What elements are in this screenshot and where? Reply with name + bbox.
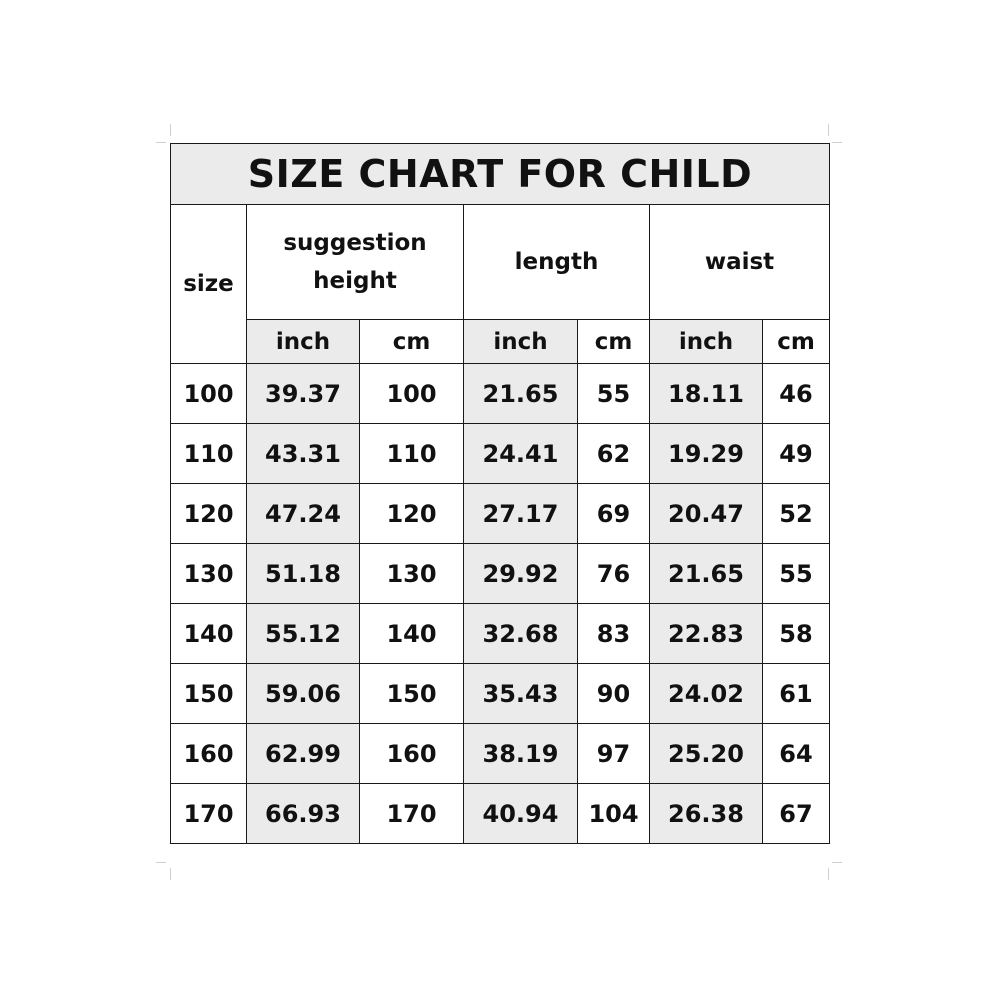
length-cm-cell: 90 xyxy=(578,664,650,724)
size-cell: 170 xyxy=(171,784,247,844)
length-inch-cell: 29.92 xyxy=(464,544,578,604)
crop-mark-top-left-h xyxy=(156,142,166,143)
length-inch-cell: 32.68 xyxy=(464,604,578,664)
length-cm-cell: 76 xyxy=(578,544,650,604)
size-cell: 120 xyxy=(171,484,247,544)
height-inch-cell: 51.18 xyxy=(247,544,360,604)
length-header: length xyxy=(464,205,650,320)
size-cell: 150 xyxy=(171,664,247,724)
waist-cm-cell: 49 xyxy=(763,424,830,484)
height-cm-cell: 140 xyxy=(360,604,464,664)
height-inch-cell: 55.12 xyxy=(247,604,360,664)
length-cm-cell: 83 xyxy=(578,604,650,664)
waist-inch-cell: 22.83 xyxy=(650,604,763,664)
crop-mark-top-right-h xyxy=(832,142,842,143)
size-cell: 140 xyxy=(171,604,247,664)
table-row xyxy=(171,424,830,484)
waist-inch-cell: 20.47 xyxy=(650,484,763,544)
waist-cm-cell: 61 xyxy=(763,664,830,724)
size-cell: 130 xyxy=(171,544,247,604)
length-inch-cell: 21.65 xyxy=(464,364,578,424)
waist-inch-cell: 19.29 xyxy=(650,424,763,484)
length-inch-cell: 35.43 xyxy=(464,664,578,724)
crop-mark-top-left xyxy=(170,124,171,136)
crop-mark-bottom-left-h xyxy=(156,862,166,863)
waist-inch-cell: 18.11 xyxy=(650,364,763,424)
table-row xyxy=(171,784,830,844)
waist-cm-cell: 64 xyxy=(763,724,830,784)
waist-inch-cell: 26.38 xyxy=(650,784,763,844)
table-row xyxy=(171,484,830,544)
length-inch-cell: 27.17 xyxy=(464,484,578,544)
height-inch-cell: 39.37 xyxy=(247,364,360,424)
height-inch-cell: 66.93 xyxy=(247,784,360,844)
length-cm-cell: 97 xyxy=(578,724,650,784)
height-cm-cell: 120 xyxy=(360,484,464,544)
height-cm-cell: 160 xyxy=(360,724,464,784)
size-cell: 100 xyxy=(171,364,247,424)
height-cm-cell: 110 xyxy=(360,424,464,484)
size-column-header: size xyxy=(171,205,247,364)
unit-waist-inch: inch xyxy=(650,320,763,364)
height-cm-cell: 170 xyxy=(360,784,464,844)
waist-cm-cell: 52 xyxy=(763,484,830,544)
size-chart-table xyxy=(170,143,830,844)
table-row xyxy=(171,664,830,724)
table-row xyxy=(171,724,830,784)
crop-mark-bottom-right xyxy=(828,868,829,880)
height-cm-cell: 130 xyxy=(360,544,464,604)
size-chart-body xyxy=(171,364,830,844)
height-inch-cell: 59.06 xyxy=(247,664,360,724)
crop-mark-top-right xyxy=(828,124,829,136)
size-cell: 160 xyxy=(171,724,247,784)
length-inch-cell: 24.41 xyxy=(464,424,578,484)
length-cm-cell: 104 xyxy=(578,784,650,844)
height-inch-cell: 62.99 xyxy=(247,724,360,784)
crop-mark-bottom-left xyxy=(170,868,171,880)
length-cm-cell: 62 xyxy=(578,424,650,484)
waist-cm-cell: 55 xyxy=(763,544,830,604)
table-row xyxy=(171,544,830,604)
suggestion-height-header: suggestion height xyxy=(247,205,464,320)
length-cm-cell: 69 xyxy=(578,484,650,544)
length-inch-cell: 38.19 xyxy=(464,724,578,784)
height-inch-cell: 47.24 xyxy=(247,484,360,544)
length-inch-cell: 40.94 xyxy=(464,784,578,844)
table-row xyxy=(171,604,830,664)
unit-length-inch: inch xyxy=(464,320,578,364)
table-row xyxy=(171,364,830,424)
chart-title: SIZE CHART FOR CHILD xyxy=(171,144,830,205)
waist-cm-cell: 67 xyxy=(763,784,830,844)
unit-height-inch: inch xyxy=(247,320,360,364)
size-cell: 110 xyxy=(171,424,247,484)
height-inch-cell: 43.31 xyxy=(247,424,360,484)
waist-inch-cell: 25.20 xyxy=(650,724,763,784)
height-cm-cell: 150 xyxy=(360,664,464,724)
crop-mark-bottom-right-h xyxy=(832,862,842,863)
waist-header: waist xyxy=(650,205,830,320)
unit-waist-cm: cm xyxy=(763,320,830,364)
height-cm-cell: 100 xyxy=(360,364,464,424)
unit-height-cm: cm xyxy=(360,320,464,364)
waist-inch-cell: 21.65 xyxy=(650,544,763,604)
waist-cm-cell: 46 xyxy=(763,364,830,424)
waist-inch-cell: 24.02 xyxy=(650,664,763,724)
length-cm-cell: 55 xyxy=(578,364,650,424)
unit-length-cm: cm xyxy=(578,320,650,364)
waist-cm-cell: 58 xyxy=(763,604,830,664)
